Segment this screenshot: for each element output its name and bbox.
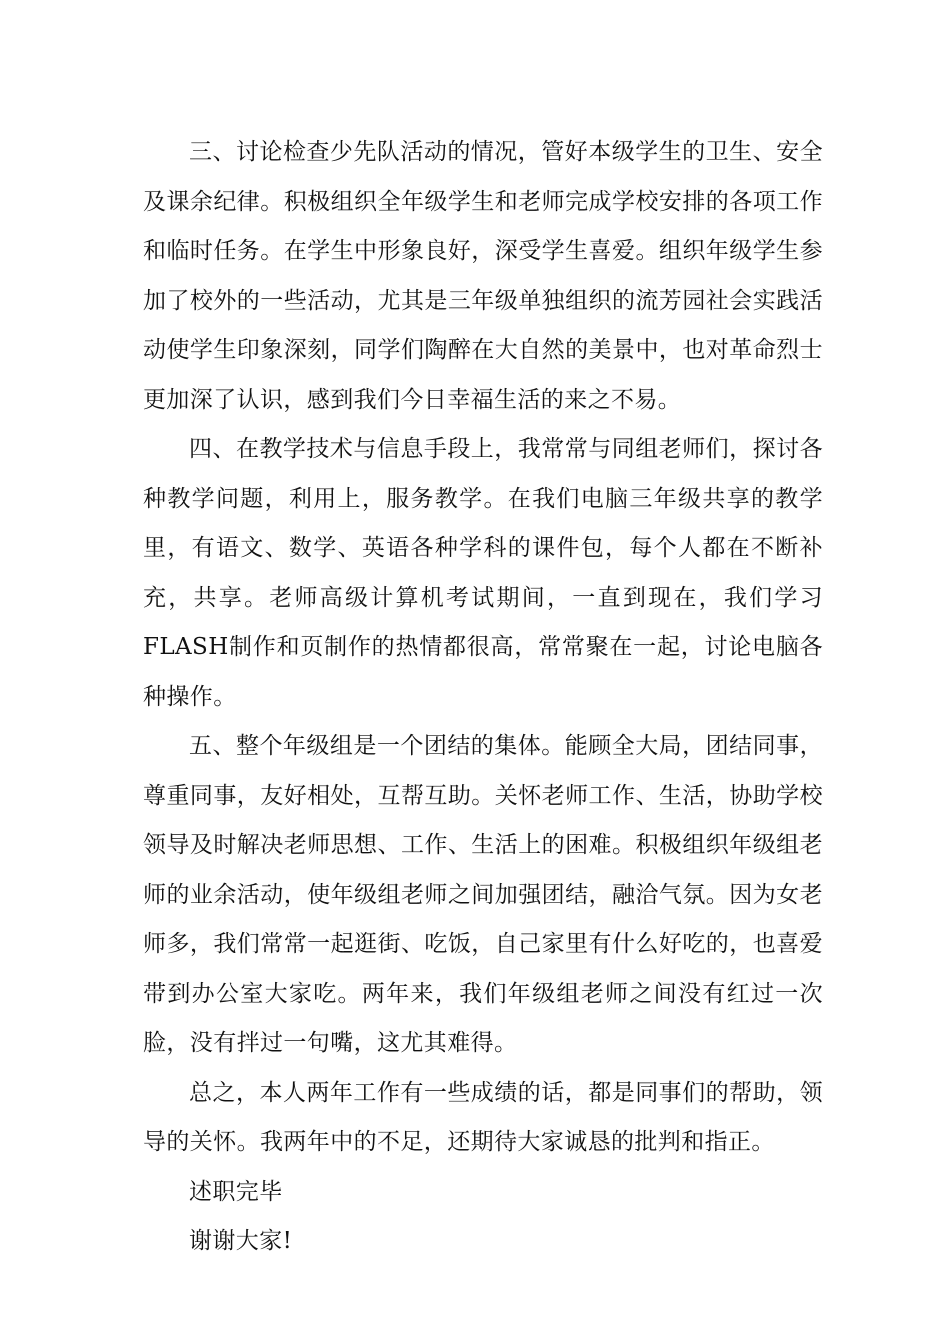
paragraph-summary: 总之，本人两年工作有一些成绩的话，都是同事们的帮助，领导的关怀。我两年中的不足，还期待大家诚恳的批判和指正。 bbox=[143, 1079, 823, 1155]
paragraph-5: 五、整个年级组是一个团结的集体。能顾全大局，团结同事，尊重同事，友好相处，互帮互助。关怀老师工作、生活，协助学校领导及时解决老师思想、工作、生活上的困难。积极组织年级组老师的业余活动，使年级组老师之间加强团结，融洽气氛。因为女老师多，我们常常一起逛街、吃饭，自己家里有什么好吃的，也喜爱带到办公室大家吃。两年来，我们年级组老师之间没有红过一次脸，没有拌过一句嘴，这尤其难得。 bbox=[143, 733, 823, 1056]
paragraph-3: 三、讨论检查少先队活动的情况，管好本级学生的卫生、安全及课余纪律。积极组织全年级学生和老师完成学校安排的各项工作和临时任务。在学生中形象良好，深受学生喜爱。组织年级学生参加了校外的一些活动，尤其是三年级单独组织的流芳园社会实践活动使学生印象深刻，同学们陶醉在大自然的美景中，也对革命烈士更加深了认识，感到我们今日幸福生活的来之不易。 bbox=[143, 139, 823, 413]
closing-thanks: 谢谢大家! bbox=[189, 1228, 293, 1254]
paragraph-4: 四、在教学技术与信息手段上，我常常与同组老师们，探讨各种教学问题，利用上，服务教学。在我们电脑三年级共享的教学里，有语文、数学、英语各种学科的课件包，每个人都在不断补充，共享。老师高级计算机考试期间，一直到现在，我们学习FLASH制作和页制作的热情都很高，常常聚在一起，讨论电脑各种操作。 bbox=[143, 436, 823, 710]
closing-statement: 述职完毕 bbox=[189, 1178, 283, 1205]
document-body bbox=[143, 128, 823, 1267]
